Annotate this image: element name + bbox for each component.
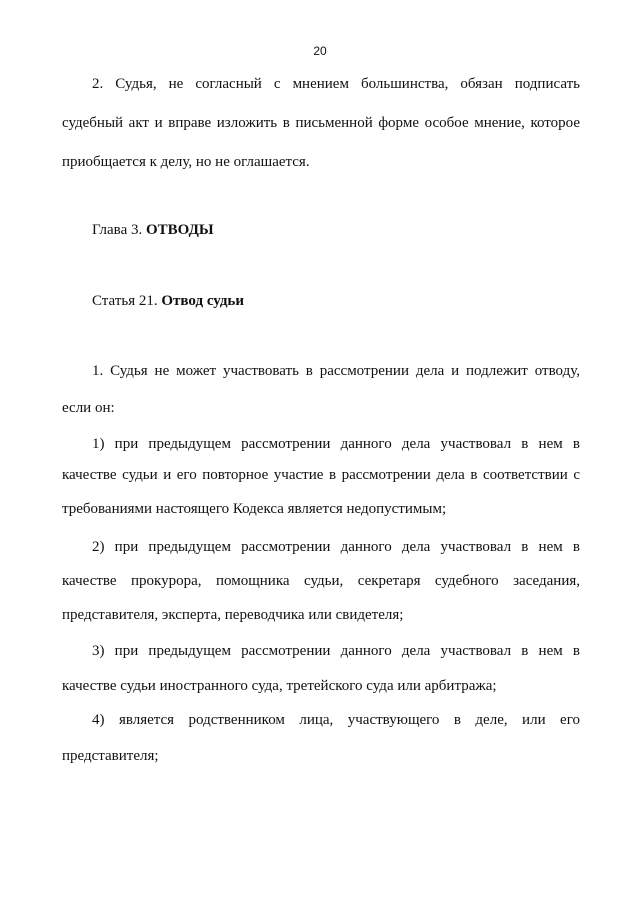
item-1-line-1: 1. Судья не может участвовать в рассмотрении дела и подлежит отводу, [92, 363, 580, 379]
subitem-2-line-1: 2) при предыдущем рассмотрении данного дела участвовал в нем в [92, 539, 580, 555]
article-prefix: Статья 21. [92, 293, 162, 309]
chapter-heading [92, 220, 214, 240]
subitem-1-line-3: требованиями настоящего Кодекса является недопустимым; [62, 501, 447, 517]
subitem-4-line-1: 4) является родственником лица, участвующего в деле, или его [92, 712, 580, 728]
paragraph-2-line-1: 2. Судья, не согласный с мнением большинства, обязан подписать [92, 76, 580, 92]
subitem-3-line-1: 3) при предыдущем рассмотрении данного дела участвовал в нем в [92, 643, 580, 659]
subitem-3-line-2: качестве судьи иностранного суда, третейского суда или арбитража; [62, 678, 497, 694]
subitem-4-line-2: представителя; [62, 748, 159, 764]
subitem-2-line-3: представителя, эксперта, переводчика или свидетеля; [62, 607, 404, 623]
page-number: 20 [313, 44, 327, 58]
chapter-prefix: Глава 3. [92, 222, 146, 238]
subitem-1-line-1: 1) при предыдущем рассмотрении данного дела участвовал в нем в [92, 436, 580, 452]
paragraph-2-line-2: судебный акт и вправе изложить в письменной форме особое мнение, которое [62, 115, 580, 131]
subitem-1-line-2: качестве судьи и его повторное участие в рассмотрении дела в соответствии с [62, 467, 580, 483]
item-1-line-2: если он: [62, 400, 115, 416]
subitem-2-line-2: качестве прокурора, помощника судьи, секретаря судебного заседания, [62, 573, 580, 589]
article-heading [92, 291, 244, 311]
chapter-title: ОТВОДЫ [145, 222, 214, 238]
paragraph-2-line-3: приобщается к делу, но не оглашается. [62, 154, 310, 170]
article-title: Отвод судьи [161, 293, 244, 309]
